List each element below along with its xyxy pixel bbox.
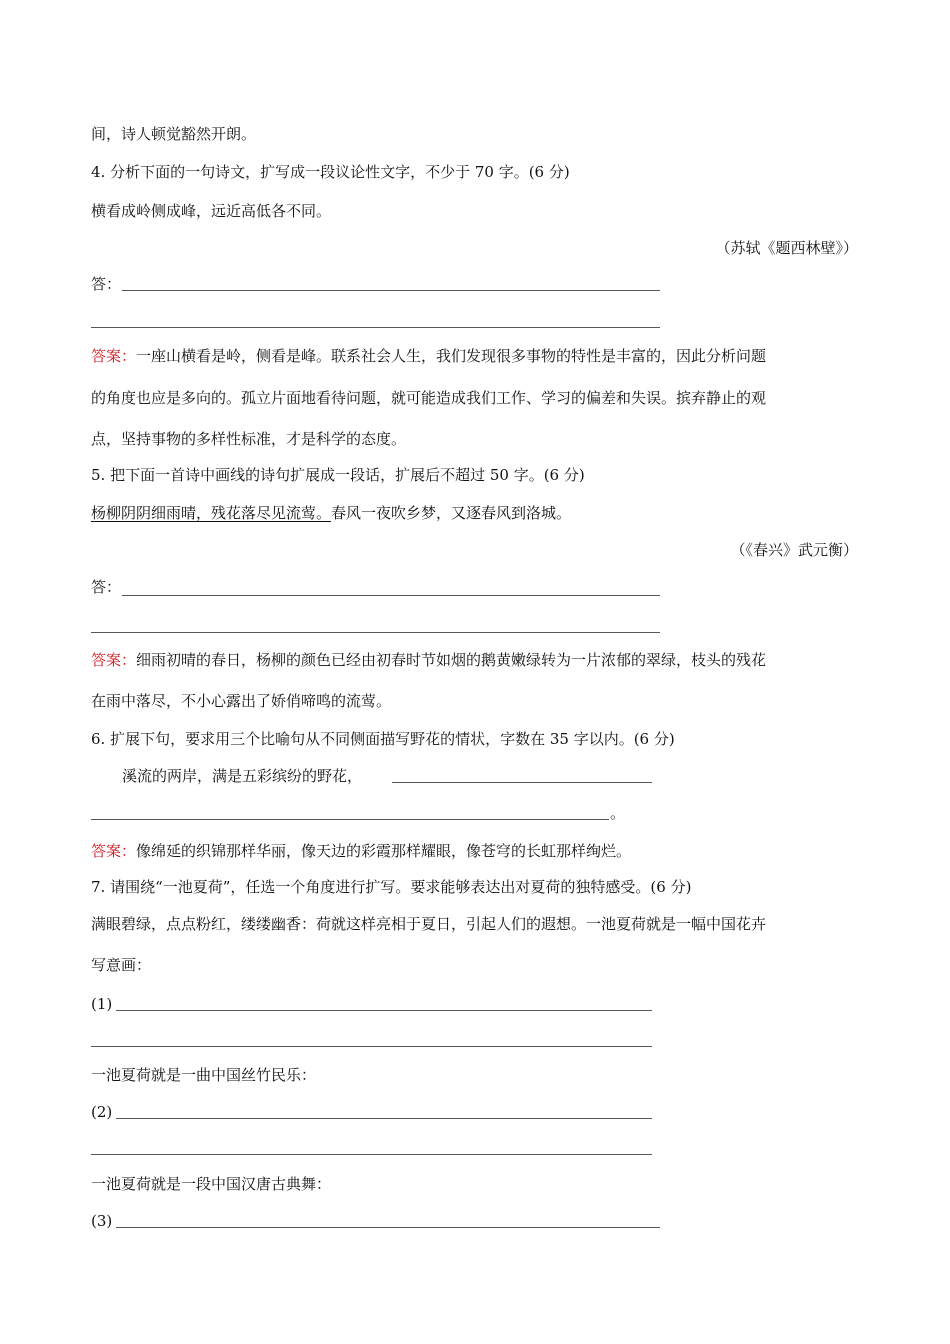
answer-label: 答案：	[91, 347, 137, 365]
answer-4-line-3: 点，坚持事物的多样性标准，才是科学的态度。	[91, 430, 407, 448]
answer-line-7-1a[interactable]	[116, 1010, 652, 1011]
item-2-intro: 一池夏荷就是一曲中国丝竹民乐：	[91, 1066, 317, 1084]
answer-5-line-2: 在雨中落尽，不小心露出了娇俏啼鸣的流莺。	[91, 692, 392, 710]
continued-text: 间，诗人顿觉豁然开朗。	[91, 125, 257, 143]
question-5: 5. 把下面一首诗中画线的诗句扩展成一段话，扩展后不超过 50 字。(6 分)	[91, 466, 585, 484]
answer-label: 答案：	[91, 651, 137, 669]
question-5-poem: 杨柳阴阴细雨晴，残花落尽见流莺。春风一夜吹乡梦，又逐春风到洛城。	[91, 504, 572, 522]
answer-4-line-2: 的角度也应是多向的。孤立片面地看待问题，就可能造成我们工作、学习的偏差和失误。摈弃静止的观	[91, 389, 767, 407]
answer-line-5a[interactable]	[122, 595, 660, 596]
question-5-source: （《春兴》武元衡）	[730, 541, 858, 559]
answer-line-4a[interactable]	[122, 290, 660, 291]
answer-prompt-4: 答：	[91, 275, 122, 293]
answer-line-7-1b[interactable]	[91, 1046, 652, 1047]
item-3-intro: 一池夏荷就是一段中国汉唐古典舞：	[91, 1175, 332, 1193]
answer-5-line-1: 答案：细雨初晴的春日，杨柳的颜色已经由初春时节如烟的鹅黄嫩绿转为一片浓郁的翠绿，枝头的残花	[91, 651, 767, 669]
item-1-label: (1)	[91, 995, 113, 1013]
answer-prompt-5: 答：	[91, 578, 122, 596]
question-6-end: 。	[610, 804, 626, 822]
question-4-poem: 横看成岭侧成峰，远近高低各不同。	[91, 202, 332, 220]
answer-6: 答案：像绵延的织锦那样华丽，像天边的彩霞那样耀眼，像苍穹的长虹那样绚烂。	[91, 842, 632, 860]
question-7-intro-1: 满眼碧绿，点点粉红，缕缕幽香：荷就这样亮相于夏日，引起人们的遐想。一池夏荷就是一幅中国花卉	[91, 915, 767, 933]
question-6-stem: 溪流的两岸，满是五彩缤纷的野花，	[122, 767, 363, 785]
question-6: 6. 扩展下句，要求用三个比喻句从不同侧面描写野花的情状，字数在 35 字以内。(6 分)	[91, 730, 675, 748]
answer-line-7-3a[interactable]	[116, 1227, 660, 1228]
answer-label: 答案：	[91, 842, 137, 860]
answer-line-7-2a[interactable]	[116, 1118, 652, 1119]
question-7: 7. 请围绕“一池夏荷”，任选一个角度进行扩写。要求能够表达出对夏荷的独特感受。(6 分)	[91, 878, 692, 896]
question-4-source: （苏轼《题西林壁》）	[715, 239, 858, 257]
answer-line-6b[interactable]	[91, 819, 609, 820]
answer-line-6a[interactable]	[392, 782, 652, 783]
question-7-intro-2: 写意画：	[91, 956, 152, 974]
answer-line-7-2b[interactable]	[91, 1154, 652, 1155]
question-4: 4. 分析下面的一句诗文，扩写成一段议论性文字，不少于 70 字。(6 分)	[91, 163, 570, 181]
item-2-label: (2)	[91, 1103, 113, 1121]
answer-4-line-1: 答案：一座山横看是岭，侧看是峰。联系社会人生，我们发现很多事物的特性是丰富的，因此分析问题	[91, 347, 767, 365]
answer-line-4b[interactable]	[91, 327, 660, 328]
underlined-verse: 杨柳阴阴细雨晴，残花落尽见流莺。	[91, 504, 332, 522]
item-3-label: (3)	[91, 1212, 113, 1230]
answer-line-5b[interactable]	[91, 632, 660, 633]
